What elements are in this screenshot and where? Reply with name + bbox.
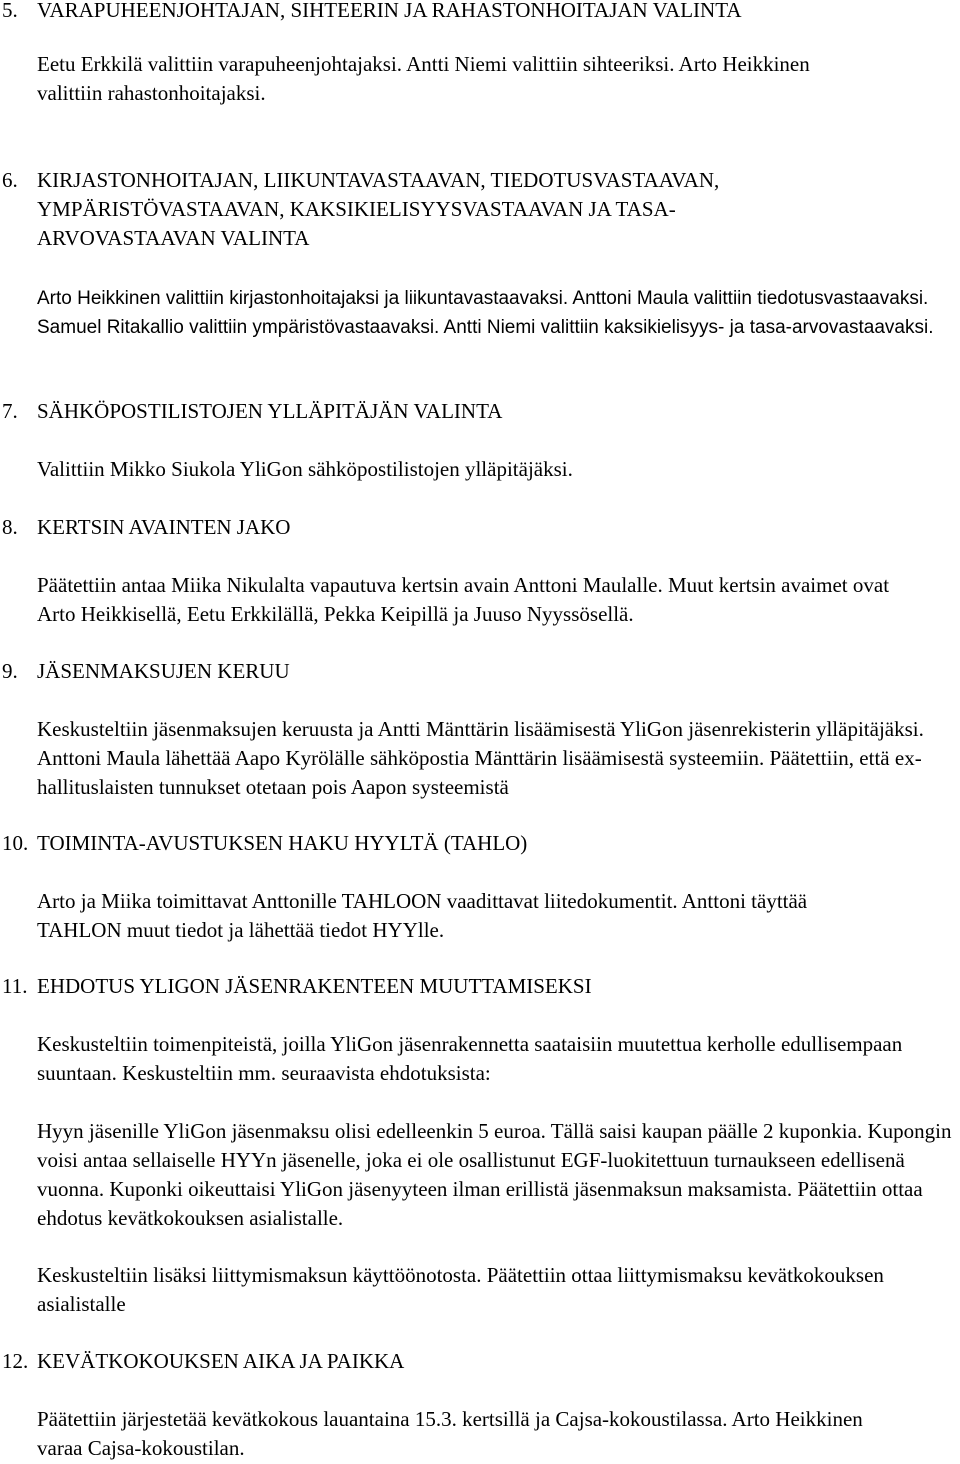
- section-paragraph: Keskusteltiin toimenpiteistä, joilla YliGon jäsenrakennetta saataisiin muutettua kerholle edullisempaan suuntaan. Keskusteltiin mm. seuraavista ehdotuksista:: [37, 1032, 903, 1085]
- section-number: 7.: [2, 399, 18, 423]
- section-number: 8.: [2, 515, 18, 539]
- section-paragraph: Hyyn jäsenille YliGon jäsenmaksu olisi edelleenkin 5 euroa. Tällä saisi kaupan päälle 2 kuponkia. Kupongin voisi antaa sellaiselle HYYn jäsenelle, joka ei ole osallistunut EGF-luokitettuun turnaukseen edellisenä vuonna. Kuponki oikeuttaisi YliGon jäsenyyteen ilman erillistä jäsenmaksun maksamista. Päätettiin ottaa ehdotus kevätkokouksen asialistalle.: [37, 1119, 952, 1230]
- section-paragraph: Arto ja Miika toimittavat Anttonille TAHLOON vaadittavat liitedokumentit. Anttoni täyttää TAHLON muut tiedot ja lähettää tiedot HYYlle.: [37, 889, 808, 942]
- section-paragraph: Keskusteltiin jäsenmaksujen keruusta ja Antti Mänttärin lisäämisestä YliGon jäsenrekisterin ylläpitäjäksi. Anttoni Maula lähettää Aapo Kyrölälle sähköpostia Mänttärin lisäämisestä systeemiin. Päätettiin, että ex-hallituslaisten tunnukset otetaan pois Aapon systeemistä: [37, 717, 924, 799]
- section-heading: JÄSENMAKSUJEN KERUU: [37, 659, 290, 683]
- section-number: 5.: [2, 0, 18, 22]
- section-heading: TOIMINTA-AVUSTUKSEN HAKU HYYLTÄ (TAHLO): [37, 831, 528, 855]
- section-heading: SÄHKÖPOSTILISTOJEN YLLÄPITÄJÄN VALINTA: [37, 399, 503, 423]
- section-paragraph: Keskusteltiin lisäksi liittymismaksun käyttöönotosta. Päätettiin ottaa liittymismaksu kevätkokouksen asialistalle: [37, 1263, 884, 1316]
- section-paragraph: Arto Heikkinen valittiin kirjastonhoitajaksi ja liikuntavastaavaksi. Anttoni Maula valittiin tiedotusvastaavaksi. Samuel Ritakallio valittiin ympäristövastaavaksi. Antti Niemi valittiin kaksikielisyys- ja tasa-arvovastaavaksi.: [37, 288, 934, 338]
- section-paragraph: Eetu Erkkilä valittiin varapuheenjohtajaksi. Antti Niemi valittiin sihteeriksi. Arto Heikkinen valittiin rahastonhoitajaksi.: [37, 52, 810, 105]
- section-heading: EHDOTUS YLIGON JÄSENRAKENTEEN MUUTTAMISEKSI: [37, 974, 592, 998]
- section-heading: KERTSIN AVAINTEN JAKO: [37, 515, 291, 539]
- section-number: 10.: [2, 831, 29, 855]
- section-heading: KEVÄTKOKOUKSEN AIKA JA PAIKKA: [37, 1349, 405, 1373]
- section-number: 11.: [2, 974, 28, 998]
- section-heading: KIRJASTONHOITAJAN, LIIKUNTAVASTAAVAN, TIEDOTUSVASTAAVAN, YMPÄRISTÖVASTAAVAN, KAKSIKIELISYYSVASTAAVAN JA TASA-ARVOVASTAAVAN VALINTA: [37, 168, 720, 250]
- section-number: 12.: [2, 1349, 29, 1373]
- section-paragraph: Päätettiin antaa Miika Nikulalta vapautuva kertsin avain Anttoni Maulalle. Muut kertsin avaimet ovat Arto Heikkisellä, Eetu Erkkilällä, Pekka Keipillä ja Juuso Nyyssösellä.: [37, 573, 890, 626]
- section-number: 6.: [2, 168, 18, 192]
- section-paragraph: Päätettiin järjestetää kevätkokous lauantaina 15.3. kertsillä ja Cajsa-kokoustilassa. Arto Heikkinen varaa Cajsa-kokoustilan.: [37, 1407, 863, 1460]
- section-heading: VARAPUHEENJOHTAJAN, SIHTEERIN JA RAHASTONHOITAJAN VALINTA: [37, 0, 742, 22]
- section-number: 9.: [2, 659, 18, 683]
- section-paragraph: Valittiin Mikko Siukola YliGon sähköpostilistojen ylläpitäjäksi.: [37, 457, 573, 481]
